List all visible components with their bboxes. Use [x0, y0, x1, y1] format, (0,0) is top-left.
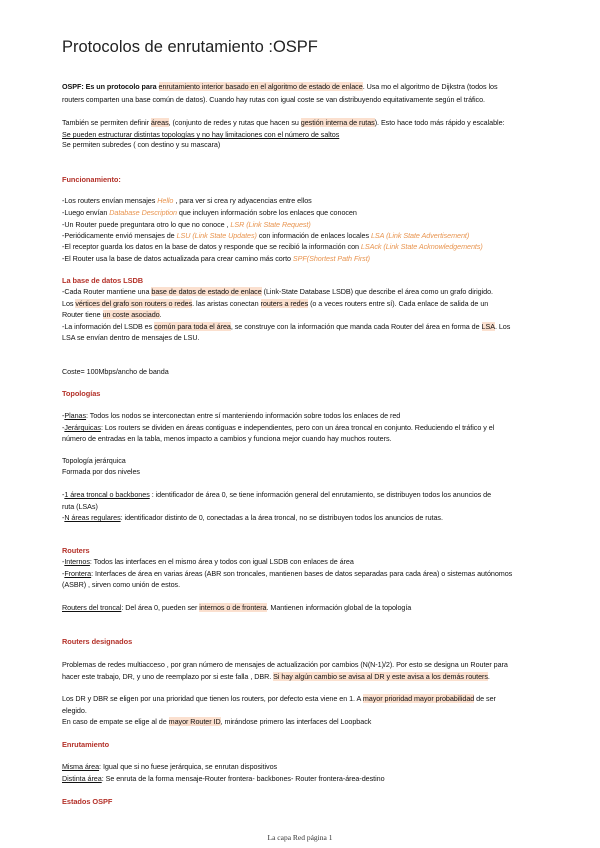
section-heading-funcionamiento: Funcionamiento: [62, 175, 121, 184]
protocol-name: SPF(Shortest Path First) [292, 254, 371, 263]
term: Planas [64, 411, 87, 420]
lsdb-text: (Link-State Database LSDB) que describe el área como un grafo dirigido. [261, 287, 493, 296]
term: Frontera [64, 569, 92, 578]
highlight: gestión interna de rutas [300, 118, 375, 127]
protocol-name: Database Description [109, 208, 177, 217]
lsdb-text: . [159, 310, 162, 319]
routers-line-3: (ASBR) , sirven como unión de estos. [62, 580, 181, 589]
intro-line-4: Se pueden estructurar distintas topologías y no hay limitaciones con el número de saltos [62, 130, 340, 139]
designados-line-4: elegido. [62, 706, 87, 715]
lsdb-text: . las aristas conectan [192, 299, 261, 308]
topo-text: : identificador de área 0, se tiene información general del enrutamiento, se distribuyen todos los anuncios de [149, 490, 492, 499]
term: Distinta área [62, 774, 102, 783]
section-heading-routers: Routers [62, 546, 90, 555]
topo-line-7: ruta (LSAs) [62, 502, 98, 511]
coste-formula: Coste= 100Mbps/ancho de banda [62, 367, 169, 376]
protocol-name: Hello [157, 196, 174, 205]
term: Misma área [62, 762, 100, 771]
highlight: un coste asociado [102, 310, 160, 319]
page-footer: La capa Red página 1 [267, 833, 333, 842]
topo-text: : Los routers se dividen en áreas contiguas e independientes, pero con un área troncal en conjunto. Reduciendo el tráfico y el [100, 423, 495, 432]
section-heading-lsdb: La base de datos LSDB [62, 276, 144, 285]
lsdb-line-1 [62, 287, 493, 296]
highlight: routers a redes [260, 299, 309, 308]
routers-text: : Interfaces de área en varias áreas (ABR son troncales, mantienen bases de datos separadas para cada área) o sistemas autónomos [91, 569, 513, 578]
func-line-4 [62, 231, 469, 240]
lsdb-line-5: LSA se envían dentro de mensajes de LSU. [62, 333, 200, 342]
term: Routers del troncal [62, 603, 122, 612]
designados-line-5 [62, 717, 371, 726]
intro-line-3 [62, 118, 505, 127]
protocol-name: LSU (Link State Updates) [176, 231, 257, 240]
intro-line-2: routers comparten una base común de datos). Cuando hay rutas con igual coste se van distribuyendo equitativamente según el tráfico. [62, 95, 485, 104]
intro-text: . Usa mo el algoritmo de Dijkstra (todos los [362, 82, 498, 91]
func-line-1 [62, 196, 312, 205]
routers-line-4 [62, 603, 411, 612]
enrutamiento-text: : Se enruta de la forma mensaje-Router frontera- backbones- Router frontera-área-destino [101, 774, 385, 783]
routers-text: - [62, 569, 65, 578]
section-heading-enrutamiento: Enrutamiento [62, 740, 110, 749]
topo-text: - [62, 411, 65, 420]
topo-line-3: número de entradas en la tabla, menos impacto a cambios y funciona mejor cuando hay muchos routers. [62, 434, 392, 443]
highlight: Si hay algún cambio se avisa al DR y este avisa a los demás routers [273, 672, 488, 681]
func-text: -Un Router puede preguntara otro lo que no conoce , [62, 220, 231, 229]
func-line-5 [62, 242, 483, 251]
topo-text: : identificador distinto de 0, conectadas a la área troncal, no se distribuyen todos los anuncios de rutas. [120, 513, 443, 522]
func-text: -El Router usa la base de datos actualizada para crear camino más corto [62, 254, 293, 263]
lsdb-line-4 [62, 322, 510, 331]
topo-text: - [62, 513, 65, 522]
routers-text: - [62, 557, 65, 566]
designados-text: de ser [474, 694, 496, 703]
topo-text: - [62, 423, 65, 432]
topo-line-8 [62, 513, 443, 522]
designados-line-1: Problemas de redes multiacceso , por gran número de mensajes de actualización por cambios (N(N-1)/2). Por esto se designa un Router para [62, 660, 508, 669]
enrutamiento-line-2 [62, 774, 385, 783]
intro-text: También se permiten definir [62, 118, 151, 127]
highlight: mayor Router ID [168, 717, 221, 726]
lsdb-text: Router tiene [62, 310, 103, 319]
lsdb-text: -La información del LSDB es [62, 322, 155, 331]
topo-text: - [62, 490, 65, 499]
topo-line-6 [62, 490, 491, 499]
topo-line-5: Formada por dos niveles [62, 467, 140, 476]
routers-text: : Del área 0, pueden ser [121, 603, 200, 612]
func-text: -Periódicamente envió mensajes de [62, 231, 177, 240]
func-text: -El receptor guarda los datos en la base de datos y responde que se recibió la información con [62, 242, 361, 251]
enrutamiento-text: : Igual que si no fuese jerárquica, se enrutan dispositivos [99, 762, 278, 771]
intro-text: , (conjunto de redes y rutas que hacen su [168, 118, 301, 127]
highlight: vértices del grafo son routers o redes [75, 299, 193, 308]
func-text: -Los routers envían mensajes [62, 196, 158, 205]
func-text: -Luego envían [62, 208, 110, 217]
section-heading-designados: Routers designados [62, 637, 133, 646]
protocol-name: LSR (Link State Request) [230, 220, 311, 229]
lsdb-line-3 [62, 310, 162, 319]
topo-line-2 [62, 423, 494, 432]
term: 1 área troncal o backbones [64, 490, 150, 499]
protocol-name: LSAck (Link State Acknowledgements) [360, 242, 483, 251]
routers-line-1 [62, 557, 354, 566]
page-title: Protocolos de enrutamiento :OSPF [62, 38, 318, 56]
routers-text: . Mantienen información global de la topología [266, 603, 412, 612]
func-line-3 [62, 220, 311, 229]
protocol-name: LSA (Link State Advertisement) [370, 231, 470, 240]
lsdb-text: -Cada Router mantiene una [62, 287, 152, 296]
designados-text: Los DR y DBR se eligen por una prioridad que tienen los routers, por defecto esta viene en 1. A [62, 694, 363, 703]
intro-line-1 [62, 82, 498, 91]
designados-text: En caso de empate se elige al de [62, 717, 169, 726]
func-line-6 [62, 254, 370, 263]
intro-text: OSPF: Es un protocolo para [62, 82, 159, 91]
routers-line-2 [62, 569, 512, 578]
intro-text: ). Esto hace todo más rápido y escalable: [374, 118, 505, 127]
designados-text: hacer este trabajo, DR, y uno de reemplazo por si este falla , DBR. [62, 672, 274, 681]
func-text: con información de enlaces locales [256, 231, 371, 240]
term: N áreas regulares [64, 513, 121, 522]
term: Internos [64, 557, 90, 566]
highlight: enrutamiento interior basado en el algoritmo de estado de enlace [158, 82, 363, 91]
func-text: , para ver si crea ry adyacencias entre ellos [173, 196, 312, 205]
lsdb-text: (o a veces routers entre sí). Cada enlace de salida de un [308, 299, 489, 308]
designados-text: . [487, 672, 490, 681]
term: Jerárquicas [64, 423, 101, 432]
enrutamiento-line-1 [62, 762, 277, 771]
topo-text: : Todos los nodos se interconectan entre sí manteniendo información sobre todos los enlaces de red [86, 411, 401, 420]
section-heading-topologias: Topologías [62, 389, 101, 398]
lsdb-line-2 [62, 299, 488, 308]
routers-text: : Todos las interfaces en el mismo área y todos con igual LSDB con enlaces de área [89, 557, 354, 566]
highlight: base de datos de estado de enlace [151, 287, 262, 296]
intro-line-5: Se permiten subredes ( con destino y su mascara) [62, 140, 221, 149]
lsdb-text: , se construye con la información que manda cada Router del área en forma de [230, 322, 482, 331]
func-line-2 [62, 208, 357, 217]
highlight: común para toda el área [154, 322, 231, 331]
topo-line-4: Topología jerárquica [62, 456, 126, 465]
highlight: LSA [481, 322, 495, 331]
topo-line-1 [62, 411, 400, 420]
designados-line-3 [62, 694, 496, 703]
lsdb-text: Los [62, 299, 76, 308]
highlight: áreas [150, 118, 169, 127]
section-heading-estados: Estados OSPF [62, 797, 113, 806]
designados-line-2 [62, 672, 490, 681]
highlight: mayor prioridad mayor probabilidad [362, 694, 475, 703]
highlight: internos o de frontera [199, 603, 267, 612]
func-text: que incluyen información sobre los enlaces que conocen [176, 208, 357, 217]
lsdb-text: . Los [494, 322, 511, 331]
designados-text: , mirándose primero las interfaces del Loopback [220, 717, 372, 726]
